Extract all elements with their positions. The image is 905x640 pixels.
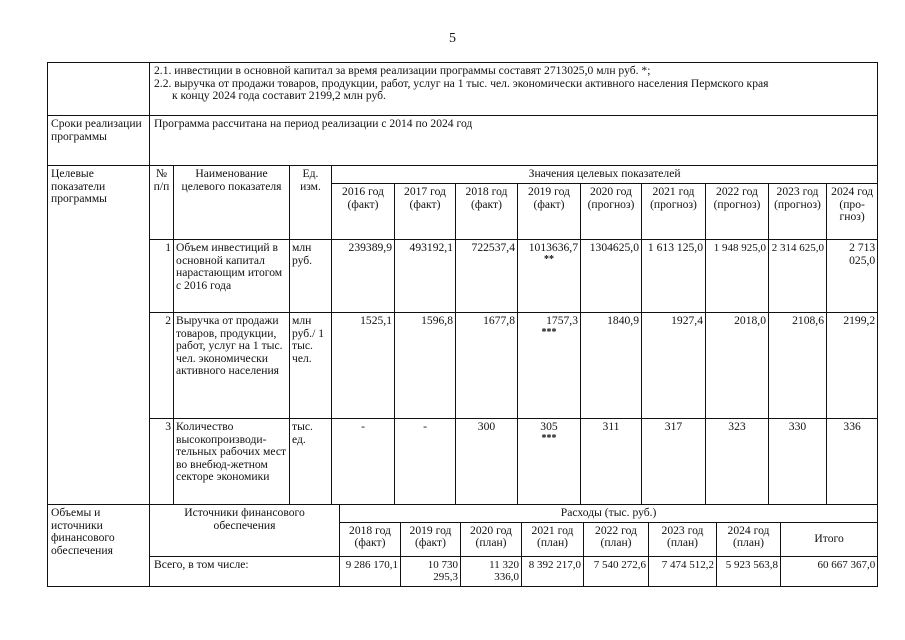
finance-value: 5 923 563,8	[717, 556, 781, 586]
finance-section-label: Объемы и источники финансового обеспечения	[48, 505, 150, 587]
finance-year-header: 2019 год (факт)	[401, 522, 461, 556]
indicator-value: 1525,1	[332, 313, 395, 419]
page-number: 5	[449, 31, 456, 46]
finance-year-header: 2022 год (план)	[584, 522, 649, 556]
finance-value: 60 667 367,0	[781, 556, 878, 586]
finance-value: 9 286 170,1	[340, 556, 401, 586]
indicator-value: 305	[540, 420, 558, 433]
year-header: 2020 год (прогноз)	[581, 184, 642, 240]
total-label: Всего, в том числе:	[150, 556, 340, 586]
investments-cell	[150, 63, 878, 116]
indicator-value: 300	[456, 419, 518, 505]
sources-header: Источники финансового обеспечения	[150, 505, 340, 557]
row-number: 1	[150, 240, 174, 313]
indicator-value: -	[395, 419, 456, 505]
expenses-header: Расходы (тыс. руб.)	[340, 505, 878, 523]
terms-text: Программа рассчитана на период реализации с 2014 по 2024 год	[150, 116, 878, 166]
finance-year-header: 2018 год (факт)	[340, 522, 401, 556]
table-row	[48, 313, 878, 419]
col-number-header: № п/п	[150, 166, 174, 240]
indicator-value: 1 613 125,0	[642, 240, 706, 313]
indicator-value: 2199,2	[827, 313, 878, 419]
year-header: 2017 год (факт)	[395, 184, 456, 240]
indicator-value: 311	[581, 419, 642, 505]
col-unit-header: Ед. изм.	[290, 166, 332, 240]
col-name-header: Наименование целевого показателя	[174, 166, 290, 240]
indicator-value: 1013636,7	[528, 241, 578, 254]
finance-year-header: 2023 год (план)	[649, 522, 717, 556]
terms-label: Сроки реализации программы	[48, 116, 150, 166]
indicator-value: 722537,4	[456, 240, 518, 313]
row-number: 3	[150, 419, 174, 505]
table-row	[48, 556, 878, 586]
year-header: 2023 год (прогноз)	[769, 184, 827, 240]
blank-label-cell	[48, 63, 150, 116]
indicator-value-cell	[518, 313, 581, 419]
finance-total-header: Итого	[781, 522, 878, 556]
table-row	[48, 419, 878, 505]
indicator-value: 1677,8	[456, 313, 518, 419]
indicator-value: 1596,8	[395, 313, 456, 419]
indicator-value: 2 314 625,0	[769, 240, 827, 313]
indicator-unit: млн руб./ 1 тыс. чел.	[290, 313, 332, 419]
year-header: 2016 год (факт)	[332, 184, 395, 240]
values-header: Значения целевых показателей	[332, 166, 878, 184]
row-number: 2	[150, 313, 174, 419]
indicator-name: Количество высокопроизводи-тельных рабочих мест во внебюд-жетном секторе экономики	[174, 419, 290, 505]
indicator-value: 336	[827, 419, 878, 505]
indicator-value: 323	[706, 419, 769, 505]
indicator-value: 1 948 925,0	[706, 240, 769, 313]
footnote-mark: ***	[541, 432, 557, 444]
indicator-value: 1840,9	[581, 313, 642, 419]
footnote-mark: ***	[541, 326, 557, 338]
indicator-value: 239389,9	[332, 240, 395, 313]
indicator-value: 1927,4	[642, 313, 706, 419]
finance-year-header: 2020 год (план)	[461, 522, 522, 556]
indicator-value: 2 713 025,0	[827, 240, 878, 313]
indicator-value: 2108,6	[769, 313, 827, 419]
year-header: 2022 год (прогноз)	[706, 184, 769, 240]
passport-table	[47, 62, 878, 587]
finance-year-header: 2024 год (план)	[717, 522, 781, 556]
finance-value: 7 540 272,6	[584, 556, 649, 586]
indicator-value: 1304625,0	[581, 240, 642, 313]
indicator-value: 2018,0	[706, 313, 769, 419]
finance-value: 10 730 295,3	[401, 556, 461, 586]
indicators-section-label: Целевые показатели программы	[48, 166, 150, 505]
indicator-name: Объем инвестиций в основной капитал нарастающим итогом с 2016 года	[174, 240, 290, 313]
indicator-value: -	[332, 419, 395, 505]
indicator-value: 330	[769, 419, 827, 505]
indicator-value-cell	[518, 240, 581, 313]
investments-line-2-continued: к концу 2024 года составит 2199,2 млн руб.	[172, 89, 386, 103]
year-header: 2021 год (прогноз)	[642, 184, 706, 240]
finance-value: 11 320 336,0	[461, 556, 522, 586]
table-row	[48, 240, 878, 313]
year-header: 2018 год (факт)	[456, 184, 518, 240]
indicator-value: 493192,1	[395, 240, 456, 313]
finance-year-header: 2021 год (план)	[522, 522, 584, 556]
year-header: 2024 год (про-гноз)	[827, 184, 878, 240]
finance-value: 7 474 512,2	[649, 556, 717, 586]
investments-line-1: 2.1. инвестиции в основной капитал за время реализации программы составят 2713025,0 млн руб. *;	[154, 64, 651, 77]
indicator-value: 1757,3	[546, 314, 578, 327]
indicator-name: Выручка от продажи товаров, продукции, работ, услуг на 1 тыс. чел. экономически активного населения	[174, 313, 290, 419]
indicator-unit: тыс. ед.	[290, 419, 332, 505]
investments-line-2: 2.2. выручка от продажи товаров, продукции, работ, услуг на 1 тыс. чел. экономически активного населения Пермского края	[154, 76, 769, 90]
indicator-unit: млн руб.	[290, 240, 332, 313]
footnote-mark: **	[544, 253, 554, 265]
indicator-value: 317	[642, 419, 706, 505]
indicator-value-cell	[518, 419, 581, 505]
finance-value: 8 392 217,0	[522, 556, 584, 586]
year-header: 2019 год (факт)	[518, 184, 581, 240]
